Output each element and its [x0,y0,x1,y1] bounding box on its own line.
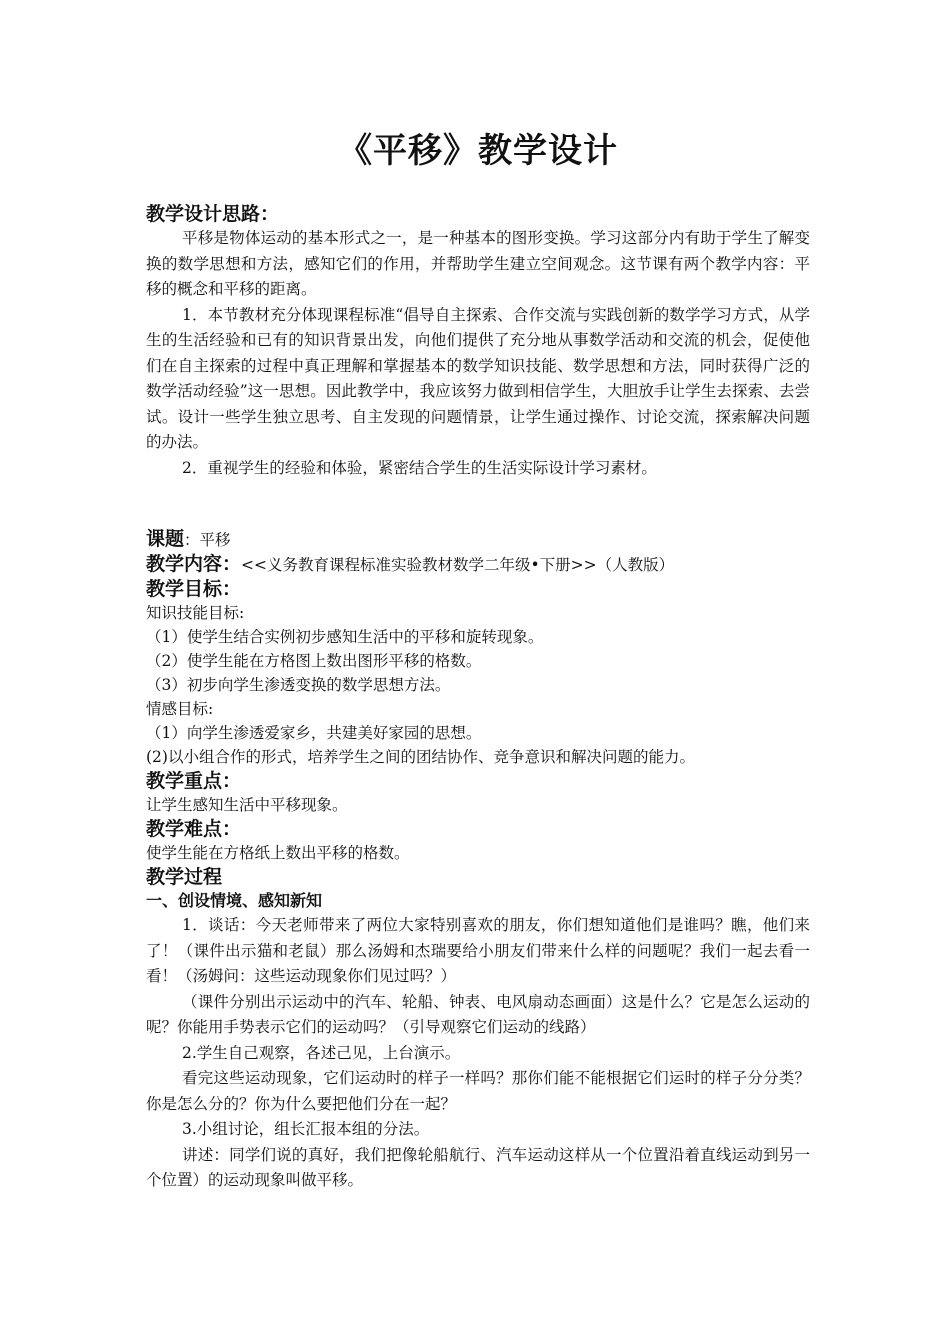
emotion-objectives-label: 情感目标: [146,700,214,718]
emotion-objective-item: （1）向学生渗透爱家乡，共建美好家园的思想。 [146,724,482,742]
difficulties-heading: 教学难点： [146,818,242,840]
topic-label: 课题 [146,528,185,550]
document-title: 《平移》教学设计 [338,131,618,171]
document-body [146,202,810,1194]
process-paragraph: 讲述：同学们说的真好，我们把像轮船航行、汽车运动这样从一个位置沿着直线运动到另一个位置）的运动现象叫做平移。 [146,1145,810,1189]
knowledge-objective-item: （1）使学生结合实例初步感知生活中的平移和旋转现象。 [146,628,544,646]
topic-line [146,527,810,552]
key-points-text: 让学生感知生活中平移现象。 [146,796,348,814]
design-idea-heading: 教学设计思路： [146,203,280,225]
process-section-heading: 一、创设情境、感知新知 [146,891,323,910]
content-label: 教学内容 [146,553,223,575]
knowledge-objectives-label: 知识技能目标: [146,604,245,622]
process-paragraph: 2.学生自己观察，各述己见，上台演示。 [182,1043,461,1062]
knowledge-objective-item: （3）初步向学生渗透变换的数学思想方法。 [146,676,451,694]
emotion-objective-item: (2)以小组合作的形式，培养学生之间的团结协作、竞争意识和解决问题的能力。 [146,748,695,766]
difficulties-text: 使学生能在方格纸上数出平移的格数。 [146,844,410,862]
content-line [146,552,810,577]
design-idea-paragraph: 平移是物体运动的基本形式之一，是一种基本的图形变换。学习这部分内有助于学生了解变换的数学思想和方法，感知它们的作用，并帮助学生建立空间观念。这节课有两个教学内容：平移的概念和平移的距离。 [146,229,810,298]
process-paragraph: 1．谈话：今天老师带来了两位大家特别喜欢的朋友，你们想知道他们是谁吗？瞧，他们来了！（课件出示猫和老鼠）那么汤姆和杰瑞要给小朋友们带来什么样的问题呢？我们一起去看一看！（汤姆问：这些运动现象你们见过吗？） [146,916,810,985]
content-separator: ： [222,553,242,575]
process-paragraph: （课件分别出示运动中的汽车、轮船、钟表、电风扇动态画面）这是什么？它是怎么运动的呢？你能用手势表示它们的运动吗？（引导观察它们运动的线路） [146,992,810,1036]
process-paragraph: 看完这些运动现象，它们运动时的样子一样吗？那你们能不能根据它们运时的样子分分类？你是怎么分的？你为什么要把他们分在一起？ [146,1069,810,1113]
knowledge-objective-item: （2）使学生能在方格图上数出图形平移的格数。 [146,652,482,670]
process-paragraph: 3.小组讨论，组长汇报本组的分法。 [182,1120,430,1138]
spacer [146,481,810,527]
process-heading: 教学过程 [146,866,223,888]
key-points-heading: 教学重点： [146,770,242,792]
topic-separator: ： [184,531,200,549]
topic-value: 平移 [199,531,231,549]
design-idea-paragraph: 2．重视学生的经验和体验，紧密结合学生的生活实际设计学习素材。 [182,458,657,477]
content-value: <<义务教育课程标准实验教材数学二年级•下册>>（人教版） [241,556,675,574]
design-idea-paragraph: 1．本节教材充分体现课程标准“倡导自主探索、合作交流与实践创新的数学学习方式，从学生的生活经验和已有的知识背景出发，向他们提供了充分地从事数学活动和交流的机会，促使他们在自主探索的过程中真正理解和掌握基本的数学知识技能、数学思想和方法，同时获得广泛的数学活动经验”这一思想。因此教学中，我应该努力做到相信学生，大胆放手让学生去探索、去尝试。设计一些学生独立思考、自主发现的问题情景，让学生通过操作、讨论交流，探索解决问题的办法。 [146,305,810,451]
objectives-heading: 教学目标： [146,578,242,600]
